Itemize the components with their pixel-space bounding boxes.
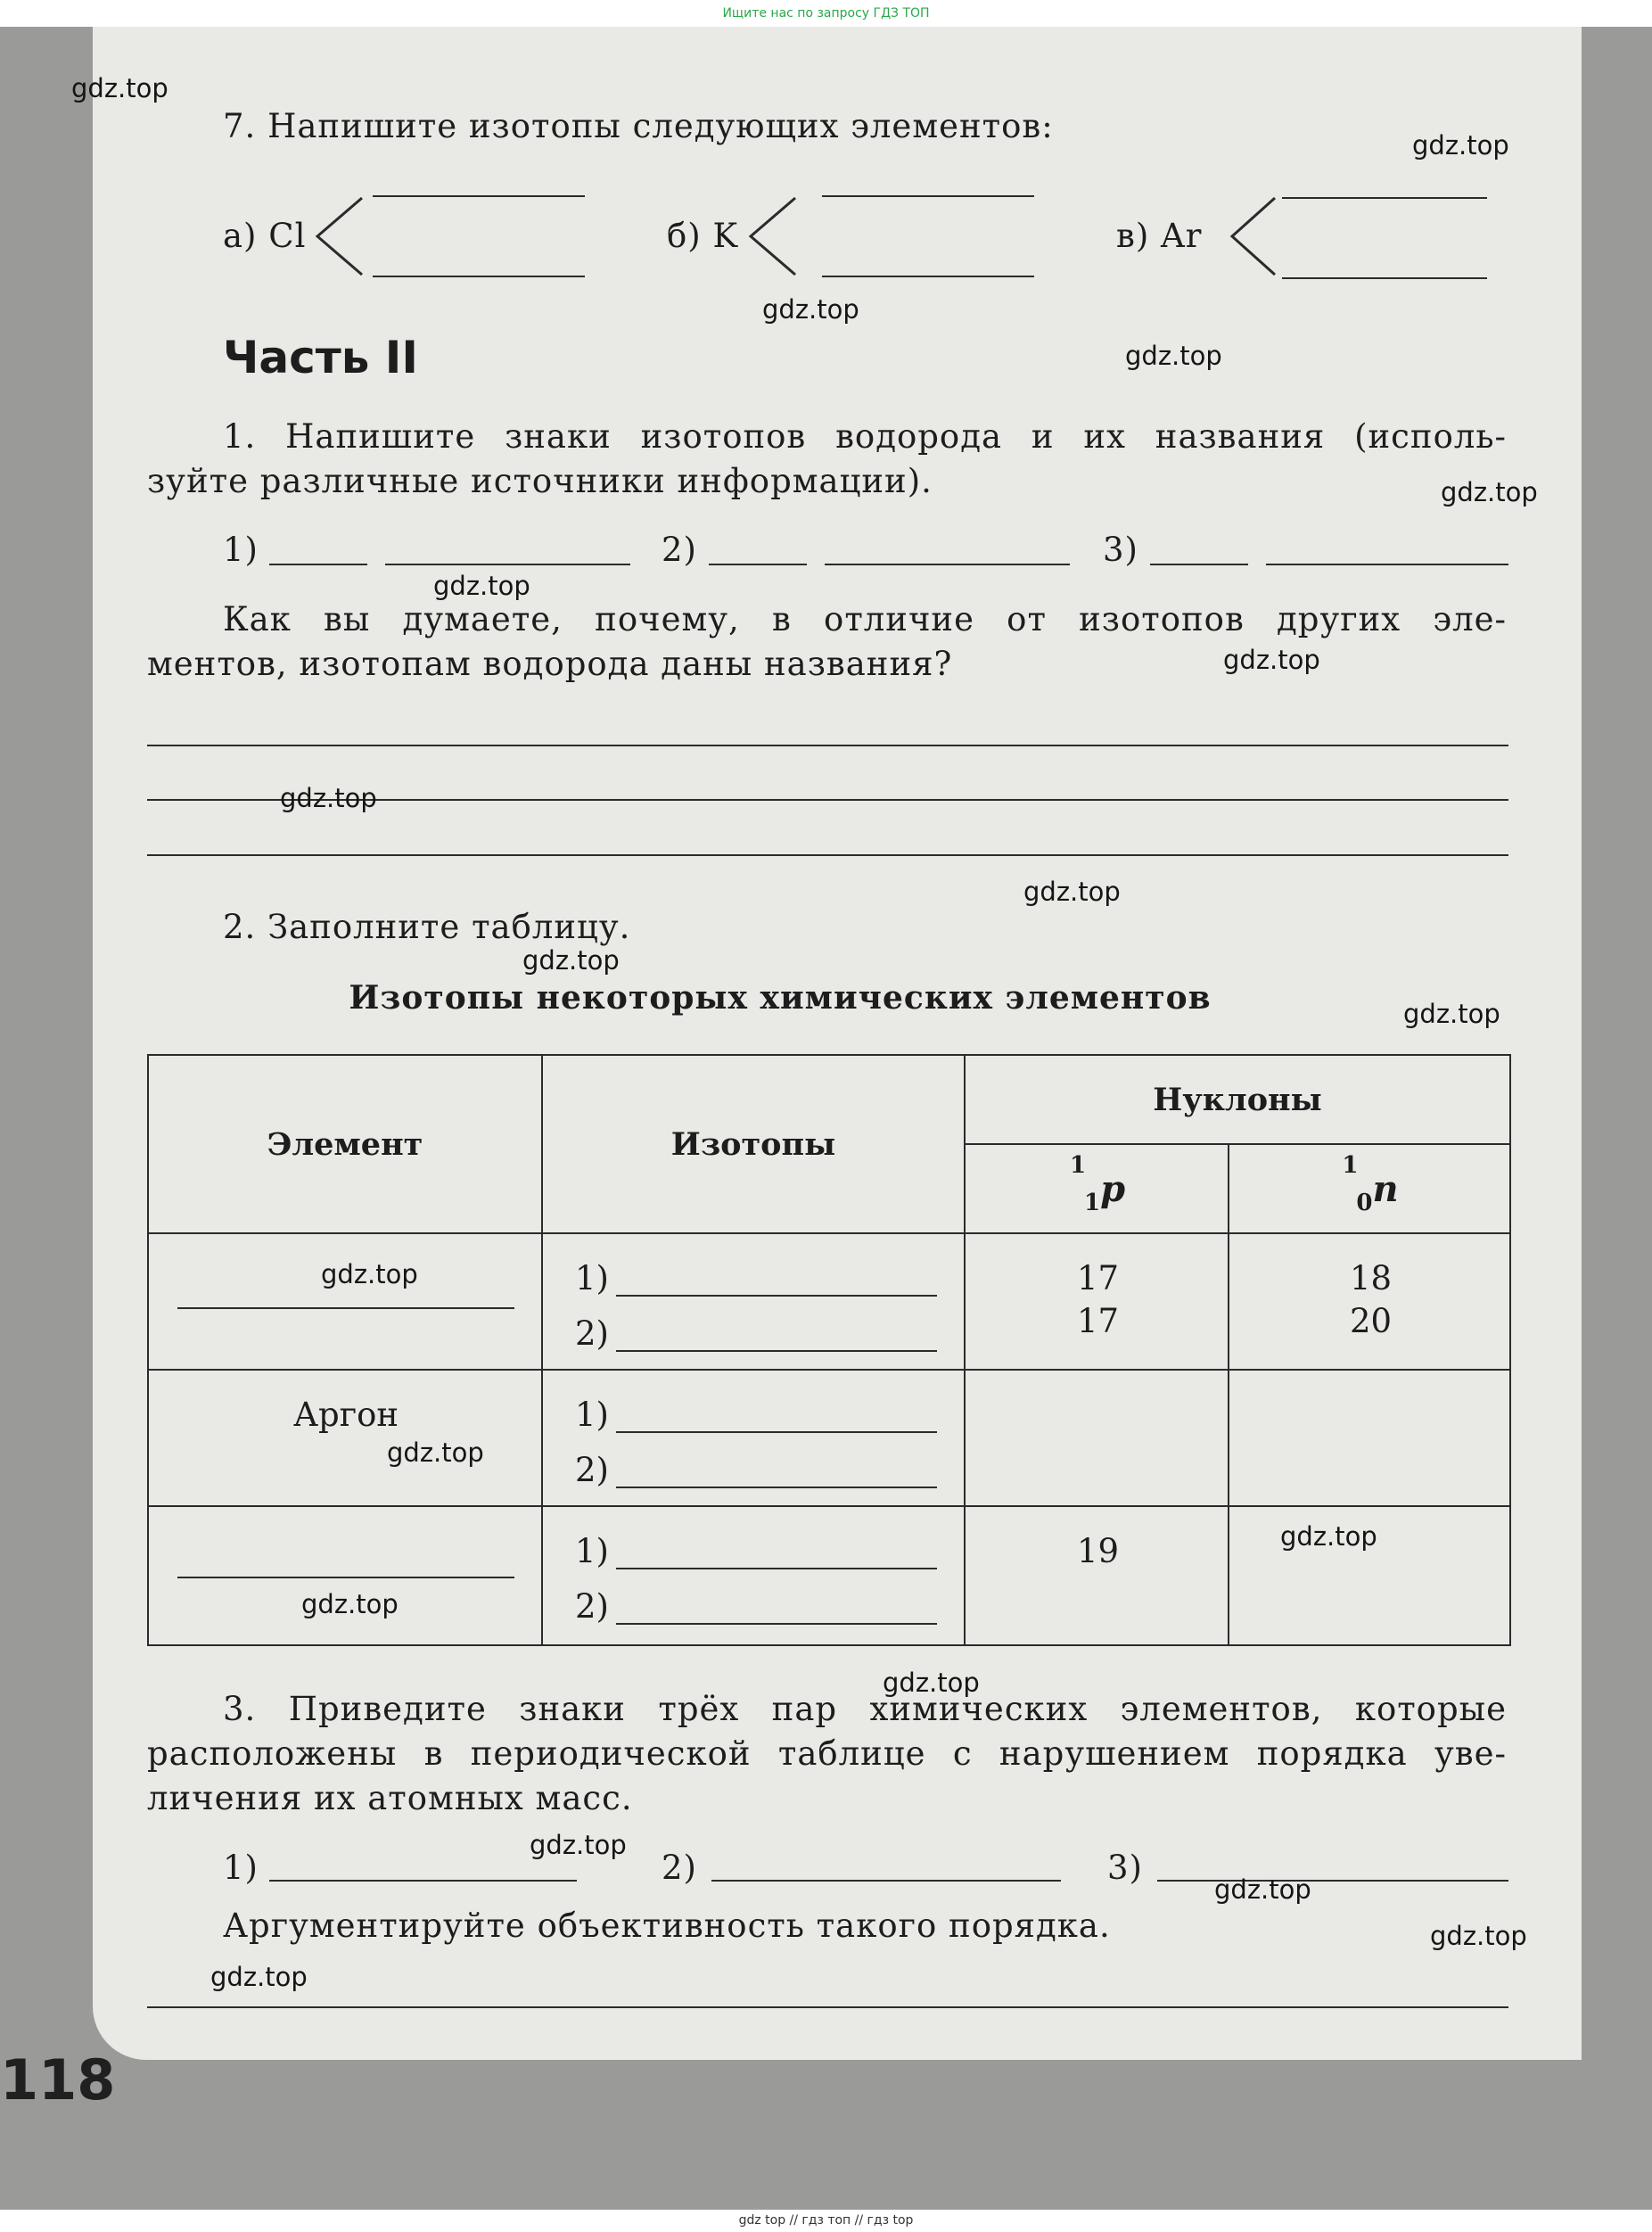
row2-iso2-line[interactable] (616, 1487, 937, 1488)
q3-answer3-label: 3) (1107, 1849, 1143, 1887)
row2-proton-cell[interactable] (965, 1370, 1229, 1506)
table-caption: Изотопы некоторых химических элементов (349, 979, 1212, 1017)
task7-text: 7. Напишите изотопы следующих элементов: (223, 107, 1054, 145)
watermark: gdz.top (1441, 477, 1538, 507)
row1-element-cell[interactable] (148, 1233, 542, 1370)
table-row (148, 1233, 1510, 1370)
row3-iso2-label: 2) (575, 1587, 609, 1626)
row2-iso1-line[interactable] (616, 1431, 937, 1433)
watermark: gdz.top (433, 571, 530, 601)
row1-proton-1: 17 (1077, 1259, 1120, 1297)
watermark: gdz.top (71, 73, 168, 103)
table-row (148, 1370, 1510, 1506)
watermark: gdz.top (301, 1589, 399, 1619)
q1-answer-line-1[interactable] (147, 745, 1508, 746)
row3-iso1-line[interactable] (616, 1568, 937, 1569)
footer-banner[interactable]: gdz top // гдз топ // гдз top (0, 2210, 1652, 2232)
watermark: gdz.top (883, 1668, 980, 1698)
row1-iso1-line[interactable] (616, 1295, 937, 1297)
row1-isotopes-cell (542, 1233, 965, 1370)
task7-b-label: б) K (667, 217, 739, 255)
watermark: gdz.top (1023, 877, 1121, 907)
watermark: gdz.top (1403, 999, 1500, 1029)
q3-follow: Аргументируйте объективность такого порядка. (223, 1907, 1111, 1945)
row2-isotopes-cell (542, 1370, 965, 1506)
row1-element-line[interactable] (177, 1307, 514, 1309)
row1-iso2-label: 2) (575, 1314, 609, 1353)
row1-neutron-1: 18 (1350, 1259, 1393, 1297)
q1-line2: зуйте различные источники информации). (147, 462, 933, 500)
watermark: gdz.top (1430, 1921, 1527, 1951)
row1-iso1-label: 1) (575, 1259, 609, 1297)
q1-line1: 1. Напишите знаки изотопов водорода и их названия (исполь- (223, 417, 1507, 456)
row3-element-line[interactable] (177, 1577, 514, 1578)
search-banner[interactable]: Ищите нас по запросу ГДЗ ТОП (0, 0, 1652, 27)
q1-answer3-symbol-line[interactable] (1150, 564, 1248, 565)
row1-iso2-line[interactable] (616, 1350, 937, 1352)
watermark: gdz.top (530, 1830, 627, 1860)
header-neutron: 1 $_0$n (1229, 1144, 1510, 1233)
q1-answer-line-3[interactable] (147, 854, 1508, 856)
page-number: 118 (0, 2047, 116, 2113)
row1-neutron-cell (1229, 1233, 1510, 1370)
task7-a-fork (310, 187, 596, 285)
watermark: gdz.top (1280, 1521, 1377, 1552)
row2-iso2-label: 2) (575, 1451, 609, 1489)
row1-neutron-2: 20 (1350, 1302, 1393, 1340)
row1-proton-2: 17 (1077, 1302, 1120, 1340)
q1-follow-line1: Как вы думаете, почему, в отличие от изотопов других эле- (223, 600, 1507, 638)
watermark: gdz.top (321, 1259, 418, 1289)
q1-answer2-symbol-line[interactable] (709, 564, 807, 565)
watermark: gdz.top (1412, 130, 1509, 161)
part2-heading: Часть II (223, 332, 418, 383)
row2-iso1-label: 1) (575, 1396, 609, 1434)
q1-answer2-name-line[interactable] (825, 564, 1070, 565)
q3-answer2-label: 2) (662, 1849, 697, 1887)
q3-answer-line[interactable] (147, 2006, 1508, 2008)
header-proton: 1 $_1$p (965, 1144, 1229, 1233)
row3-proton-cell (965, 1506, 1229, 1645)
q3-answer3-line[interactable] (1157, 1880, 1508, 1882)
task7-c-fork (1229, 187, 1496, 285)
q2-text: 2. Заполните таблицу. (223, 908, 631, 946)
watermark: gdz.top (1214, 1874, 1311, 1905)
q1-answer3-name-line[interactable] (1266, 564, 1508, 565)
watermark: gdz.top (387, 1437, 484, 1468)
row3-proton-1: 19 (1077, 1532, 1120, 1570)
watermark: gdz.top (210, 1962, 308, 1992)
q3-answer1-label: 1) (223, 1849, 259, 1887)
task7-a-label: а) Cl (223, 217, 307, 255)
header-element: Элемент (148, 1055, 542, 1233)
task7-b-fork (740, 187, 1043, 285)
watermark: gdz.top (762, 294, 859, 325)
header-nucleons: Нуклоны (965, 1055, 1510, 1144)
q1-answer3-label: 3) (1103, 531, 1138, 569)
row3-iso2-line[interactable] (616, 1623, 937, 1625)
q1-follow-line2: ментов, изотопам водорода даны названия? (147, 645, 953, 683)
q3-answer1-line[interactable] (269, 1880, 577, 1882)
row2-neutron-cell[interactable] (1229, 1370, 1510, 1506)
q1-answer1-name-line[interactable] (385, 564, 630, 565)
q1-answer1-symbol-line[interactable] (269, 564, 367, 565)
q1-answer1-label: 1) (223, 531, 259, 569)
watermark: gdz.top (522, 945, 620, 976)
task7-c-label: в) Ar (1116, 217, 1203, 255)
q3-answer2-line[interactable] (711, 1880, 1061, 1882)
row3-element-cell[interactable] (148, 1506, 542, 1645)
row2-element-name: Аргон (293, 1396, 399, 1434)
header-isotopes: Изотопы (542, 1055, 965, 1233)
q3-line3: личения их атомных масс. (147, 1779, 633, 1817)
q1-answer2-label: 2) (662, 531, 697, 569)
watermark: gdz.top (1223, 645, 1320, 675)
q3-line1: 3. Приведите знаки трёх пар химических элементов, которые (223, 1690, 1507, 1728)
row3-isotopes-cell (542, 1506, 965, 1645)
watermark: gdz.top (280, 783, 377, 813)
isotopes-table (147, 1054, 1511, 1646)
watermark: gdz.top (1125, 341, 1222, 371)
row1-proton-cell (965, 1233, 1229, 1370)
q3-line2: расположены в периодической таблице с нарушением порядка уве- (147, 1734, 1507, 1773)
row3-iso1-label: 1) (575, 1532, 609, 1570)
